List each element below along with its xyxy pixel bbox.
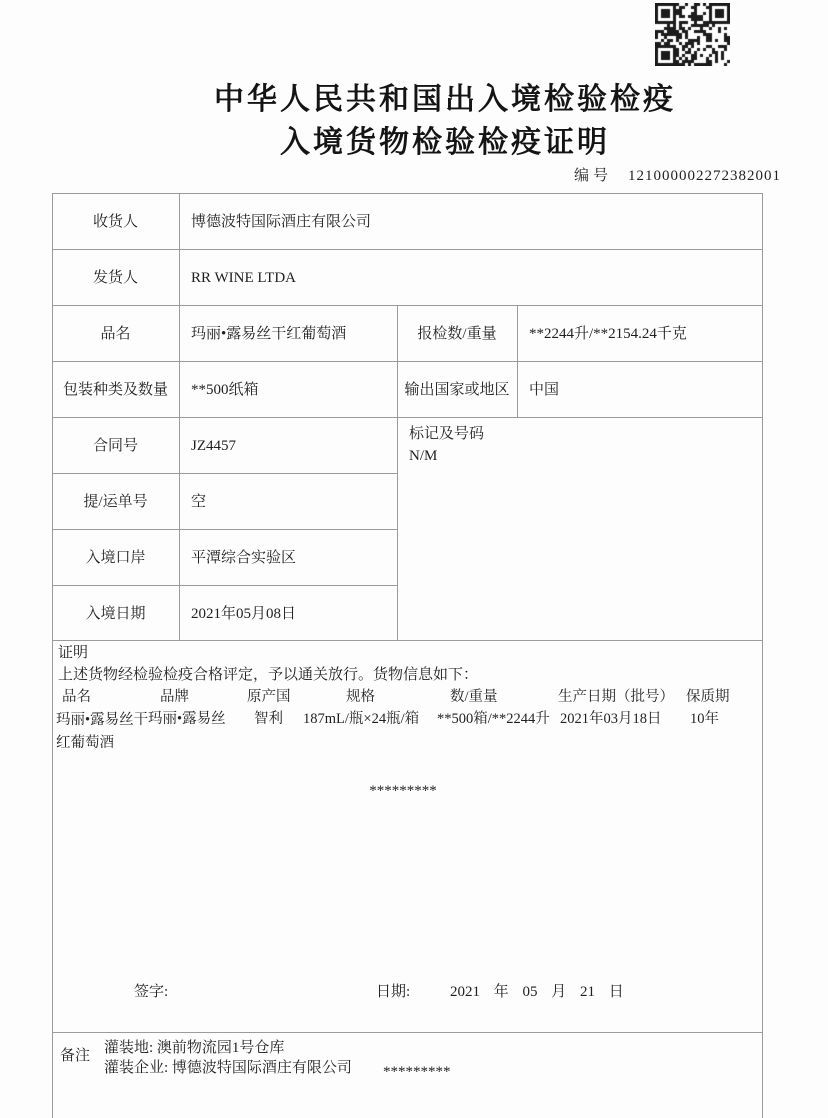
table-border [179,193,180,640]
table-border [52,529,397,530]
table-border [397,305,398,640]
goods-value-product: 玛丽•露易丝干红葡萄酒 [56,712,149,751]
field-value-entry-port: 平潭综合实验区 [191,550,297,566]
field-label-consignee: 收货人 [92,214,138,230]
field-label-export-country: 输出国家或地区 [404,382,510,398]
field-value-product-name: 玛丽•露易丝干红葡萄酒 [191,326,347,342]
table-border [517,305,518,417]
table-border [52,417,762,418]
field-value-entry-date: 2021年05月08日 [191,606,297,622]
field-label-marks-numbers: 标记及号码 [409,426,485,442]
remarks-filling-place: 灌装地: 澳前物流园1号仓库 [104,1040,285,1056]
field-label-entry-date: 入境日期 [85,606,146,622]
field-value-consignee: 博德波特国际酒庄有限公司 [191,214,372,230]
serial-number: 121000002272382001 [628,168,781,184]
field-value-declared-quantity: **2244升/**2154.24千克 [529,326,687,342]
field-value-packaging: **500纸箱 [191,382,259,398]
field-value-contract-no: JZ4457 [191,438,236,454]
goods-value-quantity: **500箱/**2244升 [437,711,550,727]
table-border [52,361,762,362]
qr-code [655,3,730,66]
document-title-line1: 中华人民共和国出入境检验检疫 [214,83,676,116]
field-label-contract-no: 合同号 [92,438,138,454]
field-value-marks-numbers: N/M [409,448,438,464]
table-border [52,305,762,306]
field-label-entry-port: 入境口岸 [85,550,146,566]
table-border [52,249,762,250]
document-title-line2: 入境货物检验检疫证明 [280,126,610,159]
goods-value-spec: 187mL/瓶×24瓶/箱 [303,711,420,727]
goods-value-shelf-life: 10年 [690,711,719,727]
table-border [52,585,397,586]
goods-header-product: 品名 [62,689,91,705]
certificate-end-marker: ********* [369,783,437,799]
goods-header-prod-date: 生产日期（批号） [558,689,674,705]
table-border [52,193,762,194]
field-label-consignor: 发货人 [92,270,138,286]
goods-value-brand: 玛丽•露易丝 [148,711,226,727]
serial-label: 编号 [574,168,613,184]
date-value: 2021 年 05 月 21 日 [450,984,624,1000]
table-border [52,473,397,474]
field-label-packaging: 包装种类及数量 [62,382,168,398]
date-label: 日期: [376,984,411,1000]
field-value-bill-of-lading: 空 [191,494,207,510]
goods-header-quantity: 数/重量 [450,689,498,705]
goods-header-origin: 原产国 [247,689,291,705]
remarks-filling-company: 灌装企业: 博德波特国际酒庄有限公司 [104,1060,352,1076]
remarks-end-marker: ********* [383,1064,451,1080]
certificate-statement: 上述货物经检验检疫合格评定，予以通关放行。货物信息如下： [58,667,479,683]
goods-header-brand: 品牌 [160,689,189,705]
certificate-heading: 证明 [58,645,89,661]
remarks-label: 备注 [60,1048,91,1064]
table-border [52,640,762,641]
goods-value-origin: 智利 [254,711,283,727]
goods-value-prod-date: 2021年03月18日 [560,711,662,727]
field-label-product-name: 品名 [100,326,131,342]
goods-header-shelf-life: 保质期 [686,689,730,705]
goods-header-spec: 规格 [346,689,375,705]
field-label-bill-of-lading: 提/运单号 [83,494,148,510]
table-border [762,193,763,1118]
field-value-export-country: 中国 [529,382,560,398]
field-label-declared-quantity: 报检数/重量 [417,326,497,342]
table-border [52,1032,762,1033]
field-value-consignor: RR WINE LTDA [191,270,296,286]
signature-label: 签字: [134,984,169,1000]
